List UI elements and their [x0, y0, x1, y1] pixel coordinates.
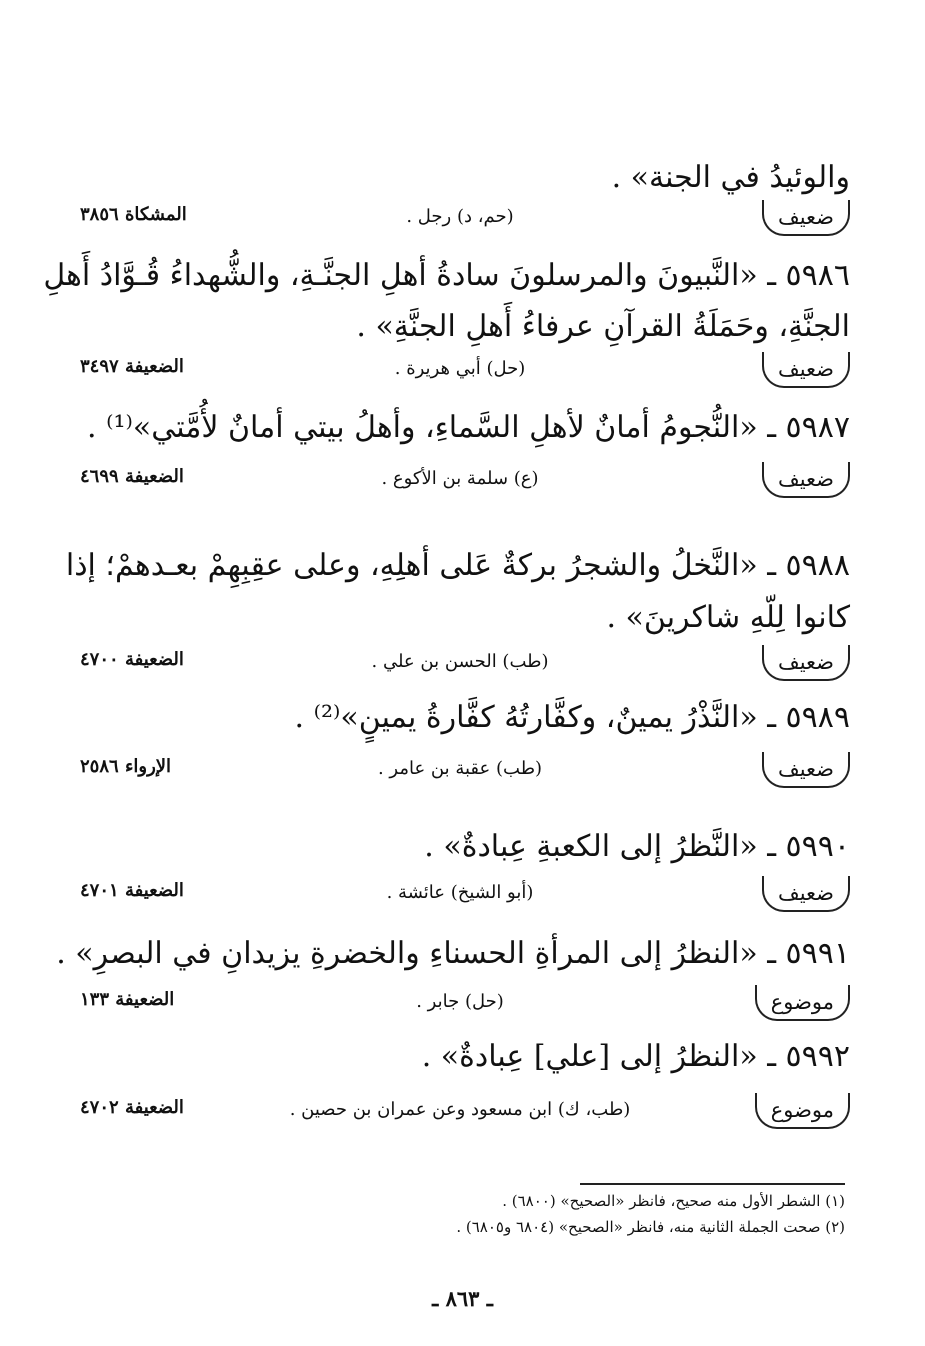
hadith-reference: الضعيفة ١٣٣ [80, 989, 175, 1010]
hadith-info-row [0, 200, 925, 240]
hadith-info-row [0, 352, 925, 392]
hadith-continuation: والوئيدُ في الجنة» . [611, 160, 850, 195]
grade-badge: موضوع [755, 985, 850, 1021]
footnote-2: (٢) صحت الجملة الثانية منه، فانظر «الصحيح» (٦٨٠٤ و٦٨٠٥) . [456, 1218, 845, 1236]
hadith-5992: ٥٩٩٢ ـ «النظرُ إلى [علي] عِبادةٌ» . [421, 1039, 850, 1074]
hadith-5988-line-1: ٥٩٨٨ ـ «النَّخلُ والشجرُ بركةٌ عَلى أهلِهِ، وعلى عقِبِهِمْ بعـدهمْ؛ إذا [65, 548, 850, 583]
page-number: ـ ٨٦٣ ـ [432, 1286, 493, 1311]
grade-badge: ضعيف [762, 352, 850, 388]
hadith-reference: المشكاة ٣٨٥٦ [80, 204, 187, 225]
hadith-source: (طب) الحسن بن علي . [371, 651, 549, 672]
hadith-5991: ٥٩٩١ ـ «النظرُ إلى المرأةِ الحسناءِ والخضرةِ يزيدانِ في البصرِ» . [56, 936, 850, 971]
hadith-reference: الضعيفة ٤٦٩٩ [80, 466, 184, 487]
hadith-info-row [0, 645, 925, 685]
hadith-source: (أبو الشيخ) عائشة . [386, 882, 534, 903]
hadith-source: (حم، د) رجل . [406, 206, 514, 227]
grade-badge: ضعيف [762, 876, 850, 912]
hadith-5986-line-2: الجنَّةِ، وحَمَلَةُ القرآنِ عرفاءُ أَهلِ الجنَّةِ» . [356, 309, 850, 344]
hadith-reference: الإرواء ٢٥٨٦ [80, 756, 172, 777]
hadith-5989: ٥٩٨٩ ـ «النَّذْرُ يمينٌ، وكفَّارتُهُ كفَّارةُ يمينٍ»⁽²⁾ . [294, 700, 850, 735]
hadith-reference: الضعيفة ٤٧٠٢ [80, 1097, 184, 1118]
hadith-info-row [0, 1093, 925, 1133]
hadith-5986-line-1: ٥٩٨٦ ـ «النَّبيونَ والمرسلونَ سادةُ أهلِ الجنَّـةِ، والشُّهداءُ قُـوَّادُ أَهلِ [43, 258, 850, 293]
hadith-source: (طب) عقبة بن عامر . [377, 758, 543, 779]
hadith-info-row [0, 462, 925, 502]
footnote-1: (١) الشطر الأول منه صحيح، فانظر «الصحيح» (٦٨٠٠) . [502, 1192, 845, 1210]
hadith-info-row [0, 752, 925, 792]
footnote-divider [580, 1183, 845, 1185]
hadith-5988-line-2: كانوا لِلّهِ شاكرينَ» . [606, 600, 850, 635]
hadith-source: (حل) جابر . [416, 991, 504, 1012]
hadith-info-row [0, 985, 925, 1025]
hadith-reference: الضعيفة ٤٧٠١ [80, 880, 184, 901]
hadith-reference: الضعيفة ٣٤٩٧ [80, 356, 184, 377]
hadith-reference: الضعيفة ٤٧٠٠ [80, 649, 184, 670]
grade-badge: موضوع [755, 1093, 850, 1129]
hadith-5987: ٥٩٨٧ ـ «النُّجومُ أمانٌ لأهلِ السَّماءِ، وأهلُ بيتي أمانٌ لأُمَّتي»⁽¹⁾ . [87, 410, 850, 445]
grade-badge: ضعيف [762, 462, 850, 498]
hadith-source: (طب، ك) ابن مسعود وعن عمران بن حصين . [289, 1099, 631, 1120]
hadith-5990: ٥٩٩٠ ـ «النَّظرُ إلى الكعبةِ عِبادةٌ» . [424, 829, 850, 864]
hadith-info-row [0, 876, 925, 916]
grade-badge: ضعيف [762, 200, 850, 236]
hadith-source: (حل) أبي هريرة . [394, 358, 526, 379]
grade-badge: ضعيف [762, 752, 850, 788]
hadith-source: (ع) سلمة بن الأكوع . [381, 468, 539, 489]
grade-badge: ضعيف [762, 645, 850, 681]
